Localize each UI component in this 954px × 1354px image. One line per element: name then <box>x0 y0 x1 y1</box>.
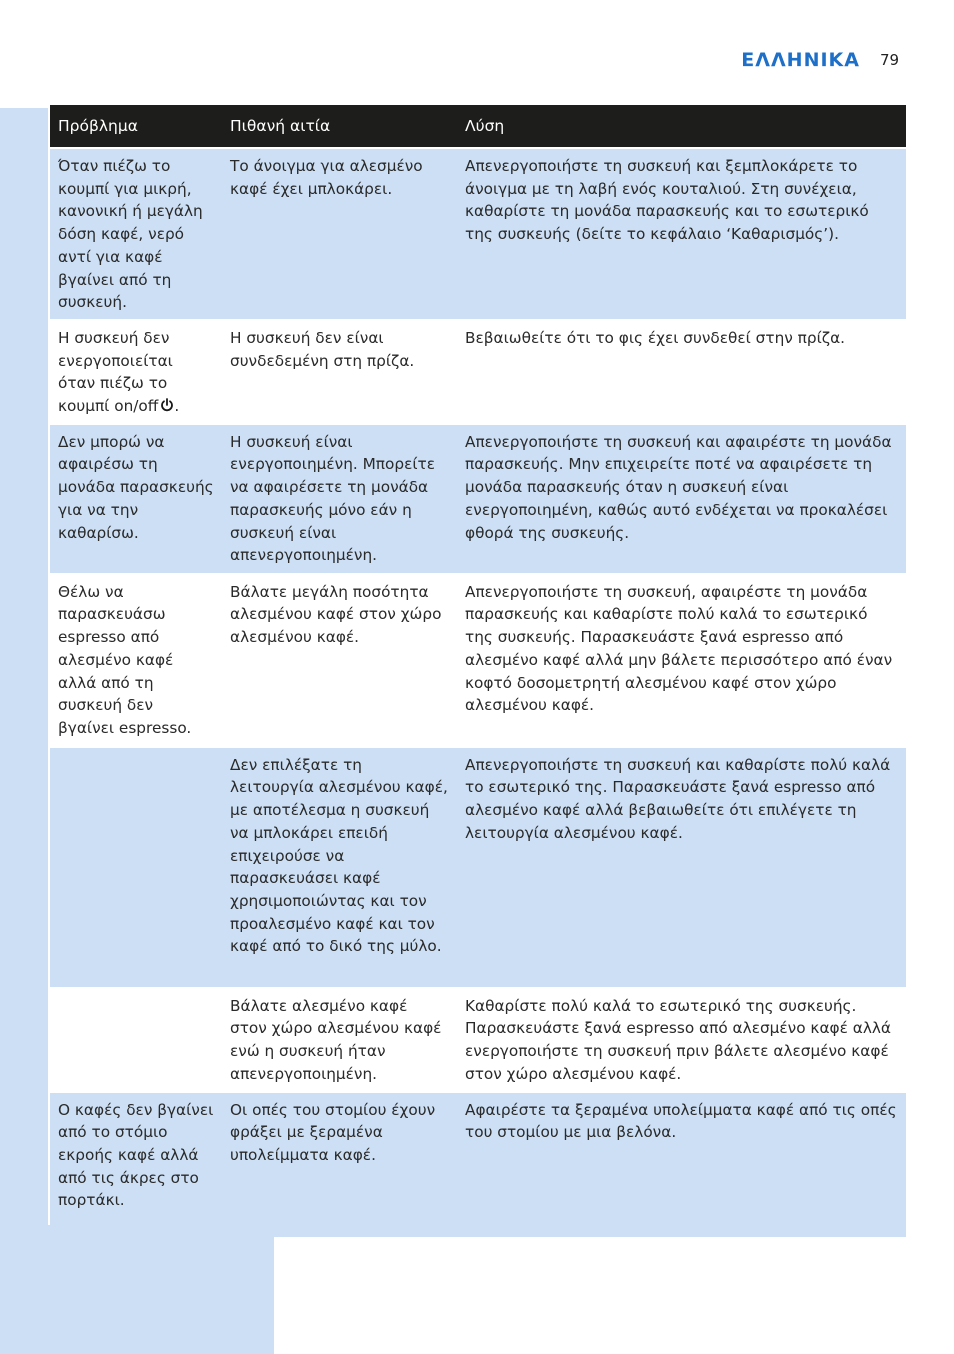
table-row <box>50 1092 906 1237</box>
language-label: ΕΛΛΗΝΙΚΑ <box>741 49 860 71</box>
problem-suffix: . <box>174 397 180 416</box>
column-header-cause: Πιθανή αιτία <box>222 105 457 148</box>
table-row <box>50 320 906 424</box>
table-row <box>50 424 906 574</box>
solution-cell: Απενεργοποιήστε τη συσκευή και ξεμπλοκάρετε το άνοιγμα με τη λαβή ενός κουταλιού. Στη συνέχεια, καθαρίστε τη μονάδα παρασκευής και το εσωτερικό της συσκευής (δείτε το κεφάλαιο ‘Καθαρισμός’). <box>457 148 906 320</box>
solution-cell: Αφαιρέστε τα ξεραμένα υπολείμματα καφέ από τις οπές του στομίου με μια βελόνα. <box>457 1092 906 1237</box>
column-header-solution: Λύση <box>457 105 906 148</box>
solution-cell: Απενεργοποιήστε τη συσκευή και καθαρίστε πολύ καλά το εσωτερικό της. Παρασκευάστε ξανά espresso από αλεσμένο καφέ αλλά βεβαιωθείτε ότι επιλέγετε τη λειτουργία αλεσμένου καφέ. <box>457 747 906 988</box>
table-row <box>50 148 906 320</box>
cause-cell: Η συσκευή είναι ενεργοποιημένη. Μπορείτε να αφαιρέσετε τη μονάδα παρασκευής μόνο εάν η συσκευή είναι απενεργοποιημένη. <box>222 424 457 574</box>
problem-cell <box>50 988 222 1092</box>
cause-cell: Οι οπές του στομίου έχουν φράξει με ξεραμένα υπολείμματα καφέ. <box>222 1092 457 1237</box>
problem-cell: Θέλω να παρασκευάσω espresso από αλεσμένο καφέ αλλά από τη συσκευή δεν βγαίνει espresso. <box>50 574 222 747</box>
column-header-problem: Πρόβλημα <box>50 105 222 148</box>
cause-cell: Η συσκευή δεν είναι συνδεδεμένη στη πρίζα. <box>222 320 457 424</box>
bottom-color-block <box>0 1225 274 1354</box>
problem-cell <box>50 320 222 424</box>
solution-cell: Βεβαιωθείτε ότι το φις έχει συνδεθεί στην πρίζα. <box>457 320 906 424</box>
table-row <box>50 574 906 747</box>
cause-cell: Βάλατε μεγάλη ποσότητα αλεσμένου καφέ στον χώρο αλεσμένου καφέ. <box>222 574 457 747</box>
problem-cell: Δεν μπορώ να αφαιρέσω τη μονάδα παρασκευής για να την καθαρίσω. <box>50 424 222 574</box>
table-row <box>50 988 906 1092</box>
table-header-row <box>50 105 906 148</box>
cause-cell: Βάλατε αλεσμένο καφέ στον χώρο αλεσμένου καφέ ενώ η συσκευή ήταν απενεργοποιημένη. <box>222 988 457 1092</box>
problem-cell <box>50 747 222 988</box>
table-row <box>50 747 906 988</box>
side-color-bar <box>0 108 48 1354</box>
problem-text: Η συσκευή δεν ενεργοποιείται όταν πιέζω το κουμπί on/off <box>58 328 173 416</box>
problem-cell: Ο καφές δεν βγαίνει από το στόμιο εκροής καφέ αλλά από τις άκρες στο πορτάκι. <box>50 1092 222 1237</box>
page-number: 79 <box>880 51 900 69</box>
cause-cell: Το άνοιγμα για αλεσμένο καφέ έχει μπλοκάρει. <box>222 148 457 320</box>
cause-cell: Δεν επιλέξατε τη λειτουργία αλεσμένου καφέ, με αποτέλεσμα η συσκευή να μπλοκάρει επειδή επιχειρούσε να παρασκευάσει καφέ χρησιμοποιώντας και τον προαλεσμένο καφέ και τον καφέ από το δικό της μύλο. <box>222 747 457 988</box>
troubleshooting-table <box>50 105 906 1237</box>
problem-cell: Όταν πιέζω το κουμπί για μικρή, κανονική ή μεγάλη δόση καφέ, νερό αντί για καφέ βγαίνει από τη συσκευή. <box>50 148 222 320</box>
solution-cell: Απενεργοποιήστε τη συσκευή και αφαιρέστε τη μονάδα παρασκευής. Μην επιχειρείτε ποτέ να αφαιρέσετε τη μονάδα παρασκευής όταν η συσκευή είναι ενεργοποιημένη, καθώς αυτό ενδέχεται να προκαλέσει φθορά της συσκευής. <box>457 424 906 574</box>
power-icon <box>160 398 174 412</box>
solution-cell: Απενεργοποιήστε τη συσκευή, αφαιρέστε τη μονάδα παρασκευής και καθαρίστε πολύ καλά το εσωτερικό της συσκευής. Παρασκευάστε ξανά espresso από αλεσμένο καφέ αλλά μην βάλετε περισσότερο από έναν κοφτό δοσομετρητή αλεσμένου καφέ στον χώρο αλεσμένου καφέ. <box>457 574 906 747</box>
solution-cell: Καθαρίστε πολύ καλά το εσωτερικό της συσκευής. Παρασκευάστε ξανά espresso από αλεσμένο καφέ αλλά ενεργοποιήστε τη συσκευή πριν βάλετε αλεσμένο καφέ στον χώρο αλεσμένου καφέ. <box>457 988 906 1092</box>
